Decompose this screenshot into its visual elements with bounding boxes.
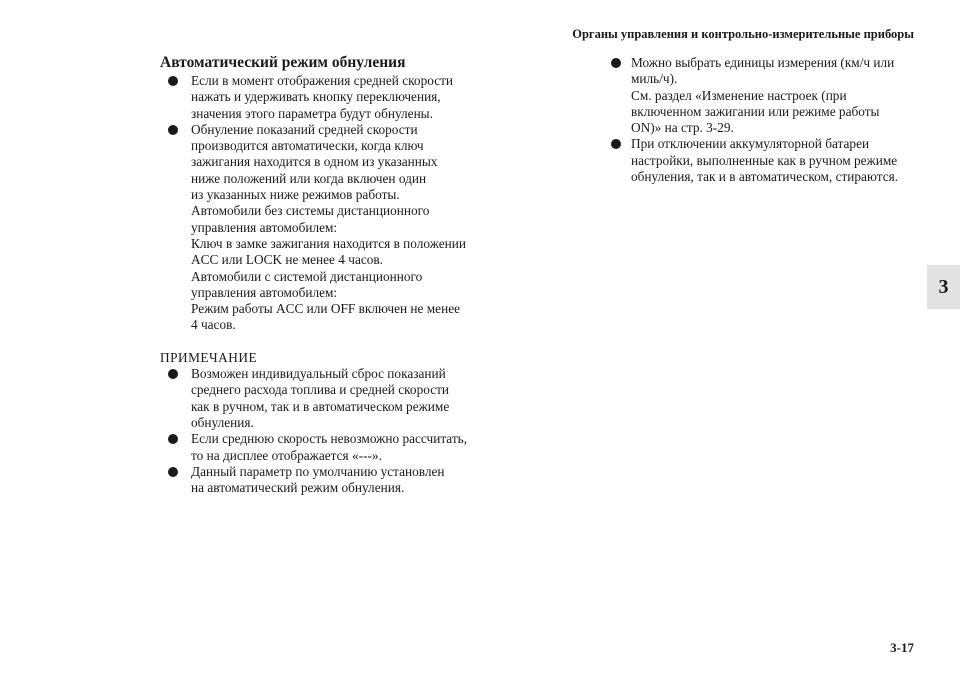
text-line: Ключ в замке зажигания находится в положении <box>191 235 466 251</box>
list-item <box>160 73 490 122</box>
bullet-icon <box>611 58 621 68</box>
page-number: 3-17 <box>890 640 914 655</box>
text-line: производится автоматически, когда ключ <box>191 138 424 154</box>
text-line: на автоматический режим обнуления. <box>191 480 405 496</box>
text-line: управления автомобилем: <box>191 284 338 300</box>
right-column <box>611 55 931 185</box>
text-line: зажигания находится в одном из указанных <box>191 154 438 170</box>
text-line: Если в момент отображения средней скорости <box>191 73 454 88</box>
text-line: Автомобили с системой дистанционного <box>191 268 423 284</box>
list-item <box>611 136 931 185</box>
right-list <box>611 55 931 185</box>
text-line: ON)» на стр. 3-29. <box>631 120 734 136</box>
text-line: нажать и удерживать кнопку переключения, <box>191 89 441 105</box>
text-line: значения этого параметра будут обнулены. <box>191 105 433 121</box>
list-item <box>160 122 490 334</box>
text-line: См. раздел «Изменение настроек (при <box>631 87 847 103</box>
text-line: миль/ч). <box>631 71 678 87</box>
text-line: обнуления. <box>191 414 254 430</box>
text-line: Обнуление показаний средней скорости <box>191 121 418 137</box>
bullet-icon <box>168 467 178 477</box>
chapter-tab: 3 <box>927 265 960 309</box>
text-line: 4 часов. <box>191 317 236 333</box>
bullet-icon <box>168 434 178 444</box>
text-line: среднего расхода топлива и средней скорости <box>191 382 450 398</box>
text-line: включенном зажигании или режиме работы <box>631 103 880 119</box>
text-line: Режим работы ACC или OFF включен не менее <box>191 301 461 317</box>
text-line: настройки, выполненные как в ручном режиме <box>631 152 898 168</box>
text-line: обнуления, так и в автоматическом, стираются. <box>631 169 899 185</box>
section-list <box>160 73 490 334</box>
text-line: как в ручном, так и в автоматическом режиме <box>191 398 450 414</box>
page-header: Органы управления и контрольно-измерительные приборы <box>572 27 914 41</box>
text-line: то на дисплее отображается «---». <box>191 447 382 463</box>
list-item <box>611 55 931 136</box>
text-line: Можно выбрать единицы измерения (км/ч или <box>631 55 895 70</box>
bullet-icon <box>168 369 178 379</box>
text-line: управления автомобилем: <box>191 219 338 235</box>
note-list <box>160 366 490 496</box>
text-line: ACC или LOCK не менее 4 часов. <box>191 252 383 268</box>
text-line: ниже положений или когда включен один <box>191 170 427 186</box>
left-column <box>160 53 490 496</box>
text-line: из указанных ниже режимов работы. <box>191 187 400 203</box>
bullet-icon <box>168 125 178 135</box>
text-line: Если среднюю скорость невозможно рассчитать, <box>191 431 468 447</box>
bullet-icon <box>168 76 178 86</box>
text-line: Возможен индивидуальный сброс показаний <box>191 366 446 382</box>
section-title: Автоматический режим обнуления <box>160 54 406 71</box>
list-item <box>160 464 490 497</box>
list-item <box>160 366 490 431</box>
bullet-icon <box>611 139 621 149</box>
note-label: ПРИМЕЧАНИЕ <box>160 349 258 365</box>
list-item <box>160 431 490 464</box>
text-line: Автомобили без системы дистанционного <box>191 203 430 219</box>
text-line: Данный параметр по умолчанию установлен <box>191 463 445 479</box>
text-line: При отключении аккумуляторной батареи <box>631 136 870 152</box>
